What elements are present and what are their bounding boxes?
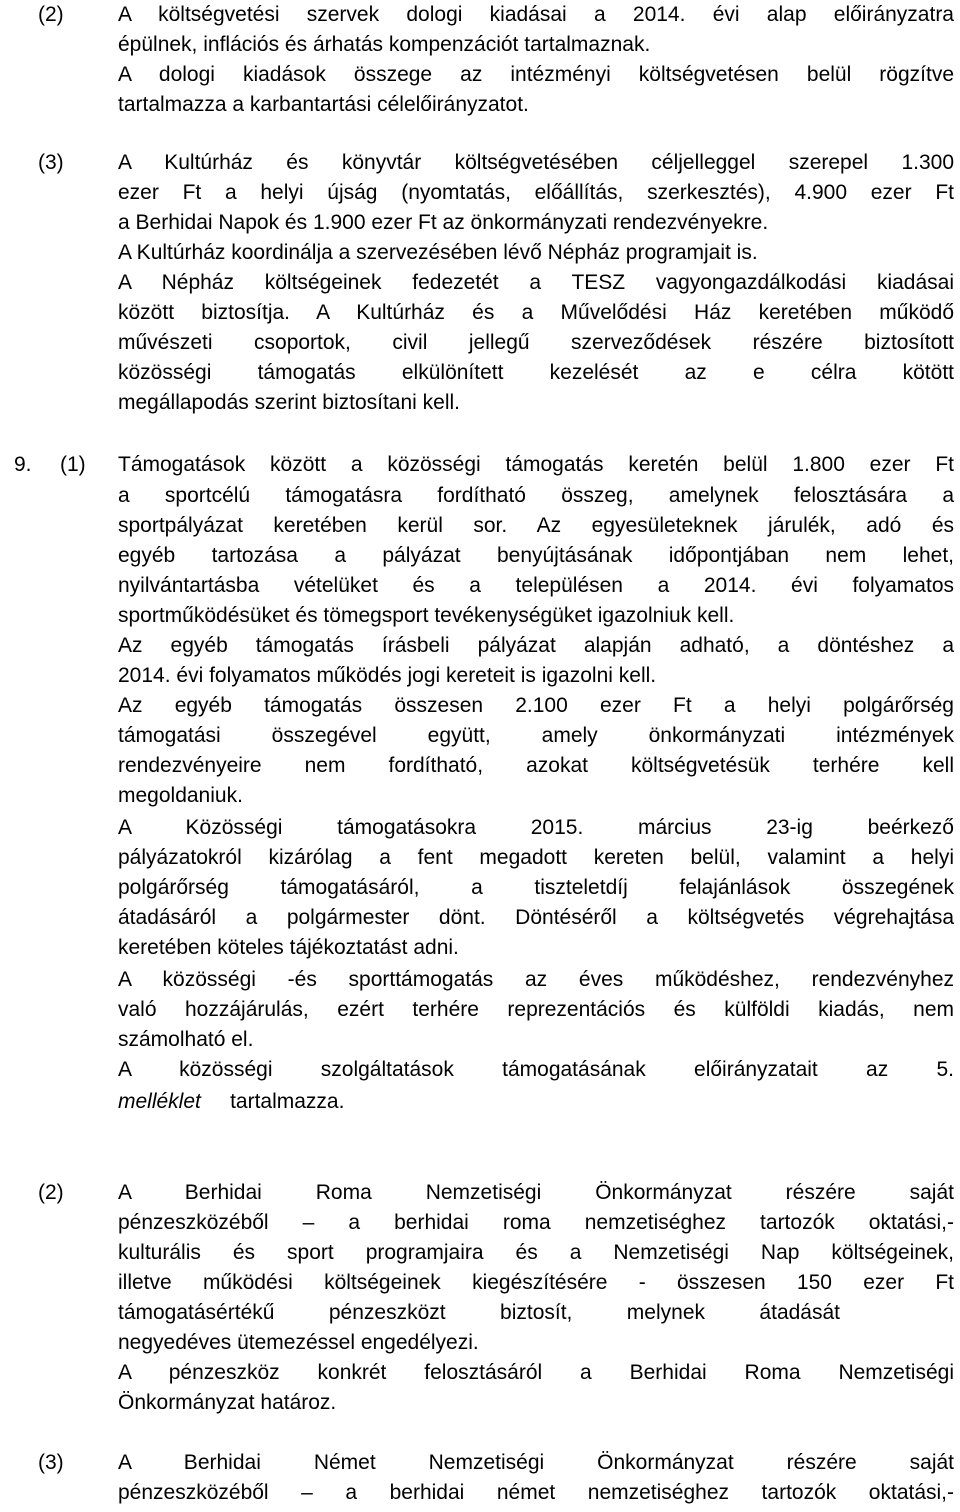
text-line: keretében köteles tájékoztatást adni. [118,936,459,959]
text-line: való hozzájárulás, ezért terhére reprezentációs és külföldi kiadás, nem [118,998,954,1021]
text-line: megállapodás szerint biztosítani kell. [118,391,461,414]
text-line: megoldaniuk. [118,784,243,807]
text-line: támogatási összegével együtt, amely önkormányzati intézmények [118,724,954,747]
paragraph-label: (3) [38,151,64,174]
text-line: Önkormányzat határoz. [118,1391,337,1414]
text-line: közösségi támogatás elkülönített kezelését az e célra kötött [118,361,954,384]
text-line: nyilvántartásba vételüket és a településen a 2014. évi folyamatos [118,574,954,597]
text-line: negyedéves ütemezéssel engedélyezi. [118,1331,479,1354]
text-line: ezer Ft a helyi újság (nyomtatás, előállítás, szerkesztés), 4.900 ezer Ft [118,181,954,204]
text-line: A Berhidai Német Nemzetiségi Önkormányzat részére saját [118,1451,954,1474]
text-line: A pénzeszköz konkrét felosztásáról a Berhidai Roma Nemzetiségi [118,1361,954,1384]
text-fragment: tartalmazza. [230,1090,345,1113]
text-line: a Berhidai Napok és 1.900 ezer Ft az önkormányzati rendezvényekre. [118,211,769,234]
text-line: 2014. évi folyamatos működés jogi kereteit is igazolni kell. [118,664,657,687]
text-line: átadásáról a polgármester dönt. Döntéséről a költségvetés végrehajtása [118,906,954,929]
text-line: Az egyéb támogatás írásbeli pályázat alapján adható, a döntéshez a [118,634,954,657]
italic-reference: melléklet [118,1090,201,1113]
text-line: A Népház költségeinek fedezetét a TESZ vagyongazdálkodási kiadásai [118,271,954,294]
text-line: illetve működési költségeinek kiegészítésére - összesen 150 ezer Ft [118,1271,954,1294]
paragraph-label: (2) [38,1181,64,1204]
paragraph-label: (3) [38,1451,64,1474]
paragraph-label: (2) [38,3,64,26]
text-line: polgárőrség támogatásáról, a tiszteletdíj felajánlások összegének [118,876,954,899]
text-line: Az egyéb támogatás összesen 2.100 ezer Ft a helyi polgárőrség [118,694,954,717]
text-line: tartalmazza a karbantartási célelőirányzatot. [118,93,529,116]
text-line: épülnek, inflációs és árhatás kompenzációt tartalmaznak. [118,33,651,56]
text-line: A Kultúrház koordinálja a szervezésében lévő Népház programjait is. [118,241,758,264]
text-line: A közösségi -és sporttámogatás az éves működéshez, rendezvényhez [118,968,954,991]
text-line: A Berhidai Roma Nemzetiségi Önkormányzat részére saját [118,1181,954,1204]
section-number: 9. [14,453,32,476]
text-line: pénzeszközéből – a berhidai német nemzetiséghez tartozók oktatási,- [118,1481,954,1504]
text-line: Támogatások között a közösségi támogatás keretén belül 1.800 ezer Ft [118,453,954,476]
text-line: egyéb tartozása a pályázat benyújtásának időpontjában nem lehet, [118,544,954,567]
text-line-last [118,1087,954,1117]
text-line: a sportcélú támogatásra fordítható összeg, amelynek felosztására a [118,484,954,507]
text-line: pénzeszközéből – a berhidai roma nemzetiséghez tartozók oktatási,- [118,1211,954,1234]
text-line: A Kultúrház és könyvtár költségvetésében céljelleggel szerepel 1.300 [118,151,954,174]
text-line: sportműködésüket és tömegsport tevékenységüket igazolniuk kell. [118,604,735,627]
text-line: kulturális és sport programjaira és a Nemzetiségi Nap költségeinek, [118,1241,954,1264]
paragraph-label: (1) [60,453,86,476]
text-line: A Közösségi támogatásokra 2015. március 23-ig beérkező [118,816,954,839]
text-line: sportpályázat keretében kerül sor. Az egyesületeknek járulék, adó és [118,514,954,537]
text-line: rendezvényeire nem fordítható, azokat költségvetésük terhére kell [118,754,954,777]
text-line: számolható el. [118,1028,254,1051]
text-line: A költségvetési szervek dologi kiadásai a 2014. évi alap előirányzatra [118,3,954,26]
text-line: A dologi kiadások összege az intézményi költségvetésen belül rögzítve [118,63,954,86]
text-line: művészeti csoportok, civil jellegű szerveződések részére biztosított [118,331,954,354]
text-line: között biztosítja. A Kultúrház és a Művelődési Ház keretében működő [118,301,954,324]
text-line: A közösségi szolgáltatások támogatásának előirányzatait az 5. [118,1058,954,1081]
text-line: pályázatokról kizárólag a fent megadott kereten belül, valamint a helyi [118,846,954,869]
text-line: támogatásértékű pénzeszközt biztosít, melynek átadását [118,1301,840,1324]
